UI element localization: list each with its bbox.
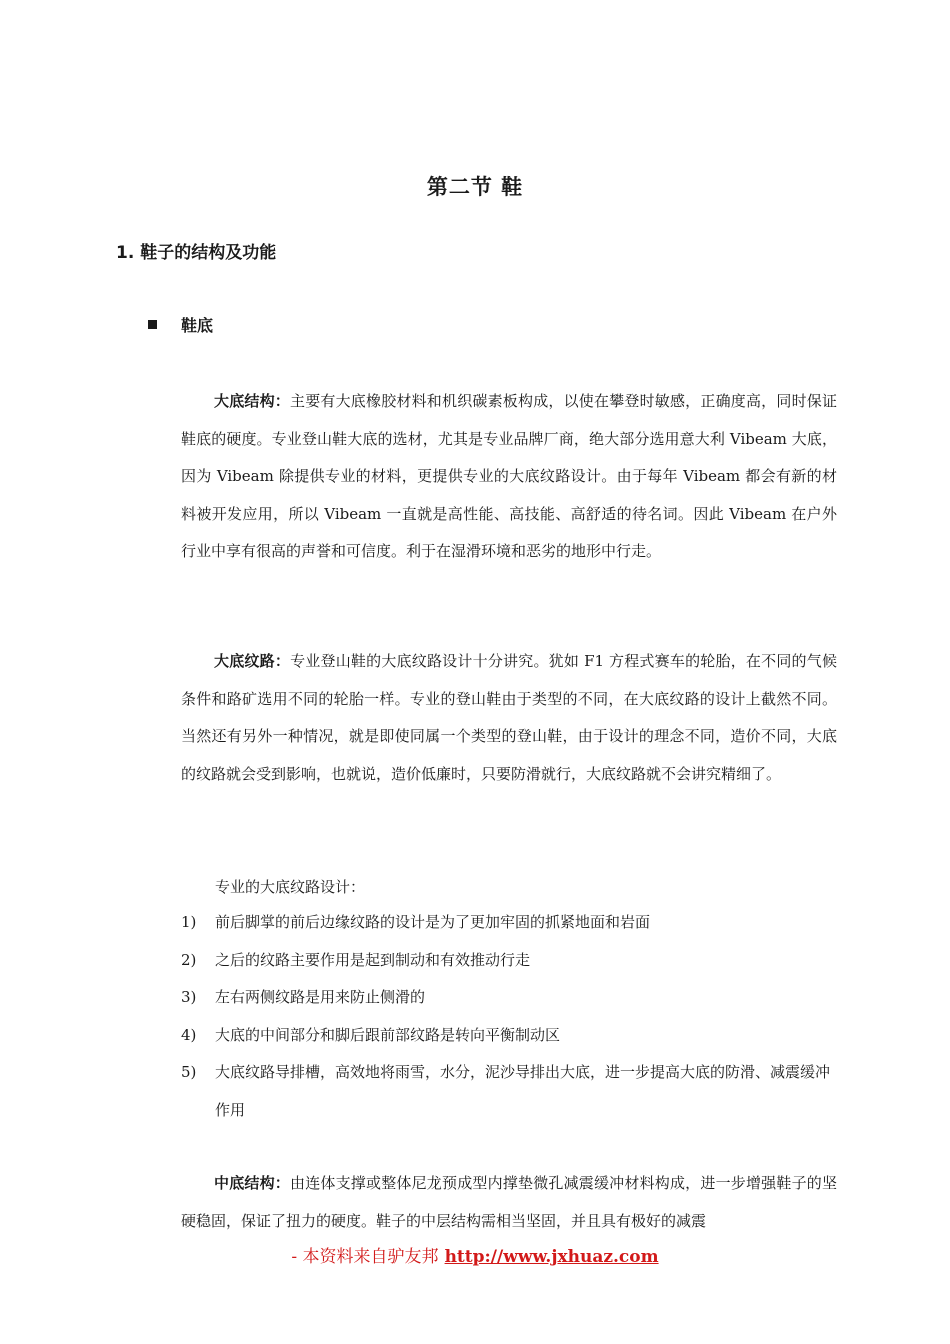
subsection-label: 鞋底 [181,316,214,335]
design-list [181,904,841,1129]
paragraph-midsole-structure [181,1165,837,1240]
list-item-text: 大底纹路导排槽，高效地将雨雪，水分，泥沙导排出大底，进一步提高大底的防滑、减震缓冲作用 [215,1063,831,1119]
list-item-text: 大底的中间部分和脚后跟前部纹路是转向平衡制动区 [215,1025,561,1044]
footer-source [0,1242,950,1267]
footer-text: - 本资料来自驴友邦 [291,1247,439,1267]
list-item-number: 2) [181,950,197,969]
list-intro: 专业的大底纹路设计： [215,878,366,896]
list-item [181,1017,841,1055]
paragraph-lead: 中底结构： [214,1174,290,1192]
paragraph-outsole-structure [181,383,837,571]
list-item-number: 4) [181,1025,197,1044]
page-title: 第二节 鞋 [426,175,524,199]
section-heading: 1. 鞋子的结构及功能 [116,243,277,263]
list-item-number: 5) [181,1063,197,1081]
paragraph-text: 由连体支撑或整体尼龙预成型内撑垫微孔减震缓冲材料构成，进一步增强鞋子的坚硬稳固，保证了扭力的硬度。鞋子的中层结构需相当坚固，并且具有极好的减震 [181,1174,837,1230]
paragraph-lead: 大底结构： [214,392,290,410]
square-bullet-icon [148,320,157,329]
footer-link[interactable]: http://www.jxhuaz.com [444,1247,659,1267]
paragraph-text: 主要有大底橡胶材料和机织碳素板构成，以使在攀登时敏感，正确度高，同时保证鞋底的硬度。专业登山鞋大底的选材，尤其是专业品牌厂商，绝大部分选用意大利 Vibeam 大底，因为 Vibeam 除提供专业的材料，更提供专业的大底纹路设计。由于每年 Vibeam 都会有新的材料被开发应用，所以 Vibeam 一直就是高性能、高技能、高舒适的待名词。因此 Vibeam 在户外行业中享有很高的声誉和可信度。利于在湿滑环境和恶劣的地形中行走。 [181,392,837,560]
list-item-number: 3) [181,988,197,1006]
subsection-heading [148,313,213,336]
list-item-text: 前后脚掌的前后边缘纹路的设计是为了更加牢固的抓紧地面和岩面 [215,913,651,931]
paragraph-text: 专业登山鞋的大底纹路设计十分讲究。犹如 F1 方程式赛车的轮胎，在不同的气候条件和路矿选用不同的轮胎一样。专业的登山鞋由于类型的不同，在大底纹路的设计上截然不同。当然还有另外一种情况，就是即使同属一个类型的登山鞋，由于设计的理念不同，造价不同，大底的纹路就会受到影响，也就说，造价低廉时，只要防滑就行，大底纹路就不会讲究精细了。 [181,652,837,783]
list-item [181,979,841,1017]
list-item [181,1054,841,1129]
list-item [181,942,841,980]
list-item-text: 之后的纹路主要作用是起到制动和有效推动行走 [215,950,531,969]
paragraph-outsole-pattern [181,643,837,793]
list-item-number: 1) [181,913,197,931]
paragraph-lead: 大底纹路： [214,652,291,670]
list-item [181,904,841,942]
list-item-text: 左右两侧纹路是用来防止侧滑的 [215,988,426,1006]
